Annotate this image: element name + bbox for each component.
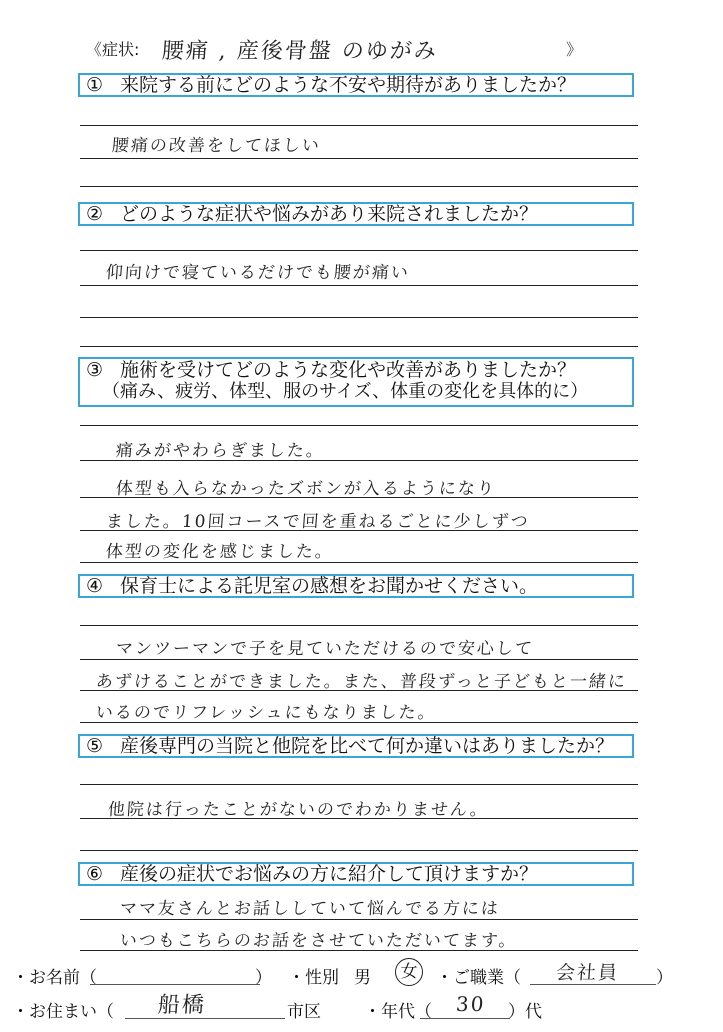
answer-text: いるのでリフレッシュにもなりました。: [95, 703, 438, 723]
answer-line: [80, 285, 638, 286]
answer-text: 腰痛の改善をしてほしい: [111, 136, 322, 156]
name-underline: [90, 984, 260, 985]
question-number: ①: [86, 74, 104, 96]
answer-text: ママ友さんとお話ししていて悩んでる方には: [119, 899, 501, 919]
question-box-3: [78, 357, 634, 407]
question-box-5: [78, 734, 634, 758]
question-box-6: [78, 862, 634, 886]
job-label: ・ご職業（: [436, 968, 521, 988]
name-label: ・お名前（: [12, 968, 97, 988]
address-suffix: 市区: [287, 1002, 321, 1022]
job-underline: [530, 984, 656, 985]
question-box-4: [78, 574, 634, 598]
answer-line: [80, 425, 638, 426]
answer-line: [80, 497, 638, 498]
question-number: ②: [86, 203, 104, 225]
answer-line: [80, 784, 638, 785]
answer-text: いつもこちらのお話をさせていただいてます。: [119, 931, 519, 951]
question-number: ⑥: [86, 863, 104, 885]
answer-line: [80, 919, 638, 920]
answer-line: [80, 722, 638, 723]
age-suffix: ）代: [508, 1002, 542, 1022]
question-subtext: （痛み、疲労、体型、服のサイズ、体重の変化を具体的に）: [102, 381, 589, 402]
answer-line: [80, 250, 638, 251]
answer-text: マンツーマンで子を見ていただけるので安心して: [115, 639, 535, 659]
gender-female-circled: 女: [395, 958, 423, 986]
question-number: ⑤: [86, 735, 104, 757]
question-text: 産後の症状でお悩みの方に紹介して頂けますか？: [120, 863, 539, 885]
answer-line: [80, 460, 638, 461]
question-box-1: [78, 73, 634, 97]
question-text: 保育士による託児室の感想をお聞かせください。: [120, 575, 539, 597]
answer-text: ました。10回コースで回を重ねるごとに少しずつ: [105, 512, 531, 532]
answer-line: [80, 186, 638, 187]
address-label: ・お住まい（: [12, 1002, 114, 1022]
answer-line: [80, 125, 638, 126]
question-text: 施術を受けてどのような変化や改善がありましたか？: [120, 359, 577, 381]
question-text: どのような症状や悩みがあり来院されましたか？: [120, 203, 539, 225]
answer-line: [80, 562, 638, 563]
answer-line: [80, 659, 638, 660]
age-underline: [420, 1018, 510, 1019]
answer-text: 体型も入らなかったズボンが入るようになり: [115, 479, 497, 499]
answer-text: 体型の変化を感じました。: [105, 542, 335, 562]
symptom-close: 》: [566, 40, 583, 59]
age-value: 30: [455, 992, 487, 1016]
answer-text: 他院は行ったことがないのでわかりません。: [107, 800, 490, 820]
answer-text: 痛みがやわらぎました。: [115, 441, 326, 461]
answer-text: あずけることができました。また、普段ずっと子どもと一緒に: [95, 672, 628, 692]
question-text: 産後専門の当院と他院を比べて何か違いはありましたか？: [120, 735, 615, 757]
symptom-value: 腰痛 , 産後骨盤 のゆがみ: [160, 39, 439, 64]
answer-line: [80, 625, 638, 626]
answer-line: [80, 850, 638, 851]
question-number: ③: [86, 359, 104, 381]
question-box-2: [78, 202, 634, 226]
age-label: ・年代（: [364, 1002, 432, 1022]
answer-line: [80, 818, 638, 819]
answer-line: [80, 530, 638, 531]
answer-line: [80, 158, 638, 159]
answer-text: 仰向けで寝ているだけでも腰が痛い: [105, 263, 411, 283]
address-value: 船橋: [156, 993, 207, 1018]
job-value: 会社員: [555, 962, 620, 984]
gender-male: 男: [354, 968, 371, 988]
symptom-label: 《症状:: [86, 40, 140, 59]
gender-label: ・性別: [288, 968, 339, 988]
answer-line: [80, 690, 638, 691]
answer-line: [80, 950, 638, 951]
question-text: 来院する前にどのような不安や期待がありましたか？: [120, 74, 577, 96]
job-close: ）: [656, 968, 673, 988]
address-underline: [125, 1018, 285, 1019]
question-number: ④: [86, 575, 104, 597]
answer-line: [80, 317, 638, 318]
answer-line: [80, 346, 638, 347]
name-close: ）: [255, 968, 272, 988]
